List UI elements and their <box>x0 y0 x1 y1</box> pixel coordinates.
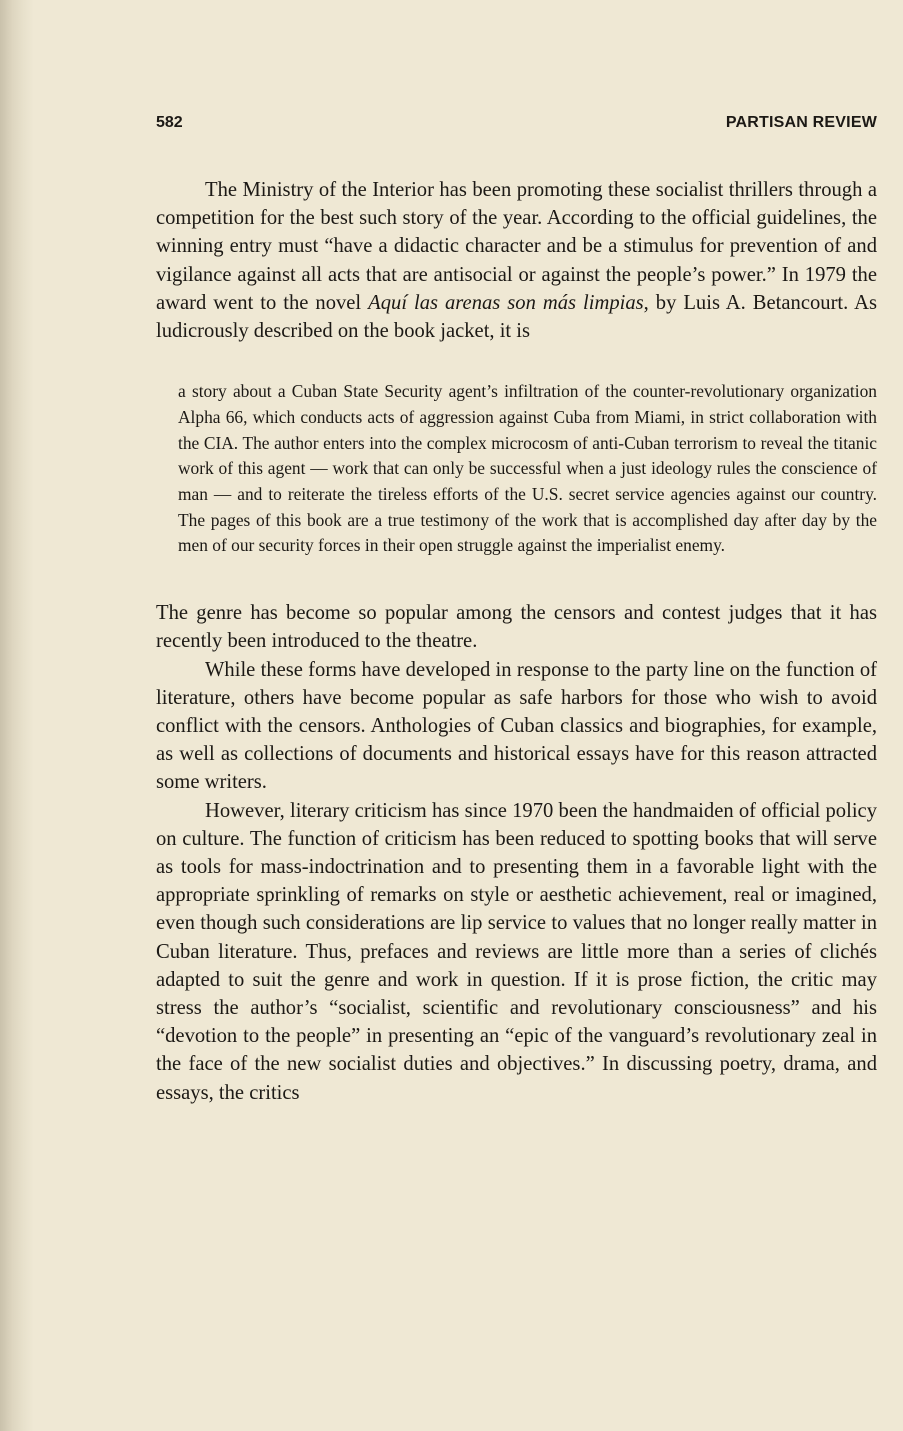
paragraph-ministry-competition <box>156 176 877 345</box>
running-head <box>156 112 877 136</box>
paragraph-genre-popularity: The genre has become so popular among the censors and contest judges that it has recently been introduced to the theatre. <box>156 602 877 653</box>
book-title: Aquí las arenas son más limpias <box>368 291 644 314</box>
book-gutter-shadow <box>0 0 34 1431</box>
book-page <box>156 112 877 1107</box>
paragraph-text: The Ministry of the Interior has been promoting these socialist thrillers through a competition for the best such story of the year. According to the official guidelines, the winning entry must “have a didactic character and be a stimulus for prevention of and vigilance against all acts that are antisocial or against the people’s power.” In 1979 the award went to the novel <box>156 179 877 314</box>
book-jacket-quote: a story about a Cuban State Security agent’s infiltration of the counter-revolutionary organization Alpha 66, which conducts acts of aggression against Cuba from Miami, in strict collaboration with the CIA. The author enters into the complex microcosm of anti-Cuban terrorism to reveal the titanic work of this agent — work that can only be successful when a just ideology rules the conscience of man — and to reiterate the tireless efforts of the U.S. secret service agencies against our country. The pages of this book are a true testimony of the work that is accomplished day after day by the men of our security forces in their open struggle against the imperialist enemy. <box>178 381 877 556</box>
paragraph-literary-criticism: However, literary criticism has since 1970 been the handmaiden of official policy on culture. The function of criticism has been reduced to spotting books that will serve as tools for mass-indoctrination and to presenting them in a favorable light with the appropriate sprinkling of remarks on style or aesthetic achievement, real or imagined, even though such considerations are lip service to values that no longer really matter in Cuban literature. Thus, prefaces and reviews are little more than a series of clichés adapted to suit the genre and work in question. If it is prose fiction, the critic may stress the author’s “socialist, scientific and revolutionary consciousness” and his “devotion to the people” in presenting an “epic of the vanguard’s revolutionary zeal in the face of the new socialist duties and objectives.” In discussing poetry, drama, and essays, the critics <box>156 799 877 1104</box>
paragraph-safe-harbors: While these forms have developed in response to the party line on the function of literature, others have become popular as safe harbors for those who wish to avoid conflict with the censors. Anthologies of Cuban classics and biographies, for example, as well as collections of documents and historical essays have for this reason attracted some writers. <box>156 658 877 794</box>
paragraph-text: , by Luis A. Betancourt. As ludicrously described on the book jacket, it is <box>156 291 878 343</box>
page-number: 582 <box>156 114 183 131</box>
journal-title: PARTISAN REVIEW <box>725 114 877 131</box>
